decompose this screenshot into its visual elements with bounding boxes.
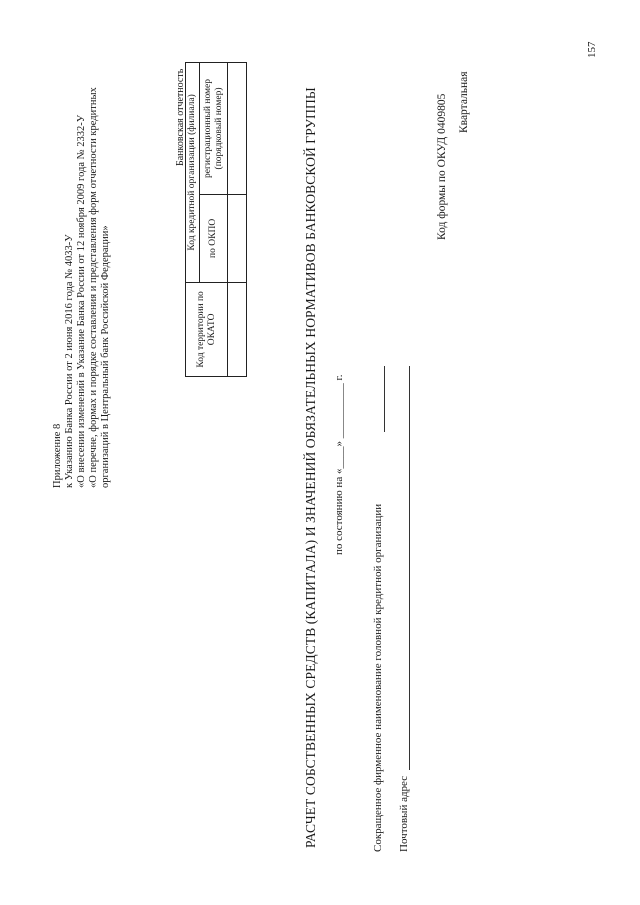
appendix-line: «О внесении изменений в Указание Банка России от 12 ноября 2009 года № 2332-У bbox=[76, 114, 87, 488]
okpo-header: по ОКПО bbox=[200, 194, 228, 282]
territory-code-cell bbox=[228, 282, 247, 376]
appendix-line: «О перечне, формах и порядке составления и представления форм отчетности кредитных bbox=[88, 87, 99, 488]
appendix-line: организаций в Центральный банк Российской Федерации» bbox=[100, 225, 111, 488]
form-code: Код формы по ОКУД 0409805 bbox=[436, 93, 448, 240]
page-title: РАСЧЕТ СОБСТВЕННЫХ СРЕДСТВ (КАПИТАЛА) И ЗНАЧЕНИЙ ОБЯЗАТЕЛЬНЫХ НОРМАТИВОВ БАНКОВСКОЙ ГРУППЫ bbox=[303, 87, 318, 848]
postal-address-underline bbox=[409, 366, 410, 770]
page-number: 157 bbox=[586, 41, 598, 58]
short-name-underline bbox=[384, 366, 385, 432]
appendix-line: к Указанию Банка России от 2 июня 2016 года № 4033-У bbox=[64, 234, 75, 488]
periodicity: Квартальная bbox=[458, 71, 470, 133]
appendix-line: Приложение 8 bbox=[52, 423, 63, 488]
report-type-label: Банковская отчетность bbox=[175, 68, 186, 166]
postal-address-label: Почтовый адрес bbox=[398, 775, 410, 852]
okpo-cell bbox=[228, 194, 247, 282]
codes-table bbox=[185, 62, 247, 377]
credit-org-code-header: Код кредитной организации (филиала) bbox=[186, 63, 200, 283]
appendix-block bbox=[52, 87, 112, 488]
reg-number-header: регистрационный номер (порядковый номер) bbox=[200, 63, 228, 195]
reg-number-cell bbox=[228, 63, 247, 195]
territory-code-header: Код территории по ОКАТО bbox=[186, 282, 228, 376]
short-name-label: Сокращенное фирменное наименование головной кредитной организации bbox=[372, 503, 384, 852]
as-of-date: по состоянию на «____» __________ г. bbox=[333, 374, 345, 555]
